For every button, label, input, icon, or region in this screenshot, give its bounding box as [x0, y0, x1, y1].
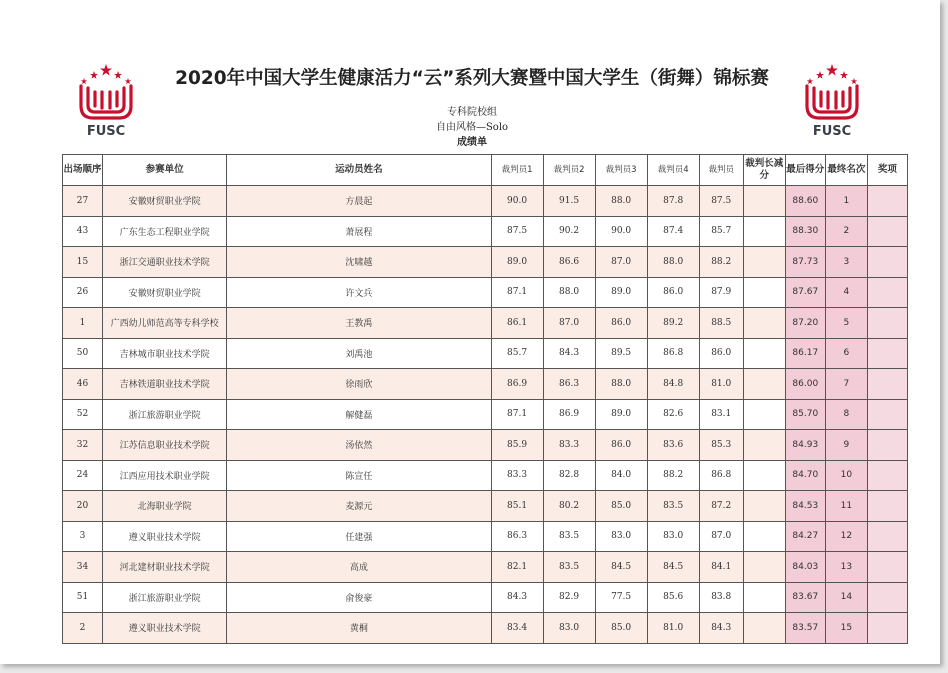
table-row: [63, 460, 908, 491]
cell-judge2: 86.6: [543, 247, 595, 278]
cell-final: 83.57: [785, 613, 825, 644]
cell-deduction: [743, 613, 785, 644]
cell-award: [867, 613, 907, 644]
cell-unit: 河北建材职业技术学院: [103, 552, 227, 583]
cell-athlete: 解健磊: [227, 399, 491, 430]
cell-final: 83.67: [785, 582, 825, 613]
cell-athlete: 徐雨欣: [227, 369, 491, 400]
cell-athlete: 刘禹池: [227, 338, 491, 369]
cell-deduction: [743, 369, 785, 400]
cell-unit: 江苏信息职业技术学院: [103, 430, 227, 461]
cell-unit: 吉林铁道职业技术学院: [103, 369, 227, 400]
cell-rank: 1: [825, 186, 867, 217]
results-table: [62, 154, 908, 644]
cell-award: [867, 308, 907, 339]
cell-judge4: 86.8: [647, 338, 699, 369]
cell-judge3: 89.0: [595, 277, 647, 308]
cell-deduction: [743, 460, 785, 491]
cell-athlete: 萧展程: [227, 216, 491, 247]
cell-rank: 4: [825, 277, 867, 308]
cell-athlete: 许文兵: [227, 277, 491, 308]
cell-unit: 安徽财贸职业学院: [103, 277, 227, 308]
cell-judge1: 85.1: [491, 491, 543, 522]
cell-judge4: 83.5: [647, 491, 699, 522]
cell-judge5: 84.1: [699, 552, 743, 583]
cell-unit: 广东生态工程职业学院: [103, 216, 227, 247]
cell-judge1: 87.5: [491, 216, 543, 247]
cell-judge2: 86.3: [543, 369, 595, 400]
cell-final: 84.27: [785, 521, 825, 552]
cell-judge5: 87.5: [699, 186, 743, 217]
fusc-emblem-icon: [76, 62, 136, 124]
cell-athlete: 汤依然: [227, 430, 491, 461]
cell-judge1: 85.7: [491, 338, 543, 369]
cell-final: 86.00: [785, 369, 825, 400]
cell-award: [867, 521, 907, 552]
cell-rank: 13: [825, 552, 867, 583]
cell-judge2: 86.9: [543, 399, 595, 430]
cell-award: [867, 338, 907, 369]
cell-judge2: 83.5: [543, 552, 595, 583]
table-row: [63, 216, 908, 247]
cell-judge2: 80.2: [543, 491, 595, 522]
header-judge5: 裁判员: [699, 155, 743, 186]
cell-final: 84.03: [785, 552, 825, 583]
header-order: 出场顺序: [63, 155, 103, 186]
cell-final: 87.67: [785, 277, 825, 308]
cell-judge1: 87.1: [491, 277, 543, 308]
cell-rank: 15: [825, 613, 867, 644]
fusc-logo-right: [802, 62, 862, 142]
table-row: [63, 247, 908, 278]
cell-athlete: 任建强: [227, 521, 491, 552]
cell-rank: 7: [825, 369, 867, 400]
cell-judge3: 84.0: [595, 460, 647, 491]
cell-deduction: [743, 338, 785, 369]
cell-judge4: 88.0: [647, 247, 699, 278]
table-row: [63, 399, 908, 430]
header-final: 最后得分: [785, 155, 825, 186]
cell-order: 27: [63, 186, 103, 217]
table-row: [63, 491, 908, 522]
header-award: 奖项: [867, 155, 907, 186]
cell-judge3: 88.0: [595, 369, 647, 400]
cell-rank: 12: [825, 521, 867, 552]
cell-award: [867, 216, 907, 247]
cell-award: [867, 552, 907, 583]
cell-judge3: 88.0: [595, 186, 647, 217]
cell-final: 88.60: [785, 186, 825, 217]
cell-judge3: 83.0: [595, 521, 647, 552]
cell-athlete: 俞俊豪: [227, 582, 491, 613]
cell-order: 3: [63, 521, 103, 552]
cell-final: 87.73: [785, 247, 825, 278]
cell-judge2: 83.5: [543, 521, 595, 552]
cell-judge4: 84.5: [647, 552, 699, 583]
cell-judge2: 88.0: [543, 277, 595, 308]
cell-deduction: [743, 399, 785, 430]
cell-unit: 浙江旅游职业学院: [103, 399, 227, 430]
cell-order: 34: [63, 552, 103, 583]
cell-award: [867, 491, 907, 522]
cell-unit: 江西应用技术职业学院: [103, 460, 227, 491]
cell-judge3: 77.5: [595, 582, 647, 613]
cell-order: 26: [63, 277, 103, 308]
cell-judge2: 90.2: [543, 216, 595, 247]
cell-judge1: 87.1: [491, 399, 543, 430]
cell-award: [867, 430, 907, 461]
cell-final: 86.17: [785, 338, 825, 369]
cell-judge5: 88.2: [699, 247, 743, 278]
cell-final: 84.70: [785, 460, 825, 491]
cell-judge1: 86.9: [491, 369, 543, 400]
cell-judge1: 90.0: [491, 186, 543, 217]
cell-judge1: 83.4: [491, 613, 543, 644]
cell-judge4: 86.0: [647, 277, 699, 308]
header-deduction: 裁判长减分: [743, 155, 785, 186]
cell-final: 84.53: [785, 491, 825, 522]
cell-judge2: 87.0: [543, 308, 595, 339]
cell-unit: 广西幼儿师范高等专科学校: [103, 308, 227, 339]
cell-judge2: 82.8: [543, 460, 595, 491]
cell-deduction: [743, 582, 785, 613]
cell-deduction: [743, 308, 785, 339]
table-row: [63, 369, 908, 400]
cell-judge5: 85.3: [699, 430, 743, 461]
cell-final: 88.30: [785, 216, 825, 247]
cell-rank: 9: [825, 430, 867, 461]
table-row: [63, 308, 908, 339]
cell-judge1: 86.1: [491, 308, 543, 339]
fusc-logo-left: [76, 62, 136, 142]
table-row: [63, 521, 908, 552]
cell-judge4: 83.6: [647, 430, 699, 461]
table-row: [63, 552, 908, 583]
cell-judge5: 87.2: [699, 491, 743, 522]
header-judge4: 裁判员4: [647, 155, 699, 186]
table-row: [63, 613, 908, 644]
cell-judge2: 83.0: [543, 613, 595, 644]
cell-rank: 14: [825, 582, 867, 613]
cell-judge3: 86.0: [595, 430, 647, 461]
cell-unit: 北海职业学院: [103, 491, 227, 522]
fusc-logo-text: FUSC: [86, 124, 126, 139]
cell-final: 84.93: [785, 430, 825, 461]
cell-athlete: 方晨起: [227, 186, 491, 217]
cell-rank: 2: [825, 216, 867, 247]
table-row: [63, 582, 908, 613]
cell-unit: 浙江交通职业技术学院: [103, 247, 227, 278]
cell-judge3: 86.0: [595, 308, 647, 339]
cell-order: 43: [63, 216, 103, 247]
header-judge3: 裁判员3: [595, 155, 647, 186]
cell-order: 50: [63, 338, 103, 369]
cell-athlete: 陈宣任: [227, 460, 491, 491]
cell-judge4: 83.0: [647, 521, 699, 552]
cell-judge4: 87.4: [647, 216, 699, 247]
cell-athlete: 高成: [227, 552, 491, 583]
cell-rank: 6: [825, 338, 867, 369]
cell-judge1: 83.3: [491, 460, 543, 491]
cell-judge3: 85.0: [595, 491, 647, 522]
header-judge2: 裁判员2: [543, 155, 595, 186]
cell-judge2: 84.3: [543, 338, 595, 369]
cell-order: 32: [63, 430, 103, 461]
header-rank: 最终名次: [825, 155, 867, 186]
table-row: [63, 186, 908, 217]
header-unit: 参赛单位: [103, 155, 227, 186]
cell-judge2: 91.5: [543, 186, 595, 217]
cell-judge1: 82.1: [491, 552, 543, 583]
cell-judge4: 89.2: [647, 308, 699, 339]
cell-judge4: 82.6: [647, 399, 699, 430]
cell-deduction: [743, 521, 785, 552]
table-row: [63, 430, 908, 461]
cell-order: 52: [63, 399, 103, 430]
cell-judge3: 89.5: [595, 338, 647, 369]
cell-judge2: 82.9: [543, 582, 595, 613]
cell-award: [867, 186, 907, 217]
cell-unit: 吉林城市职业技术学院: [103, 338, 227, 369]
cell-order: 24: [63, 460, 103, 491]
subtitle-group: 专科院校组: [447, 107, 497, 118]
table-row: [63, 338, 908, 369]
cell-judge3: 90.0: [595, 216, 647, 247]
cell-order: 46: [63, 369, 103, 400]
cell-award: [867, 582, 907, 613]
cell-judge3: 85.0: [595, 613, 647, 644]
cell-judge2: 83.3: [543, 430, 595, 461]
cell-unit: 安徽财贸职业学院: [103, 186, 227, 217]
fusc-logo-text: FUSC: [812, 124, 852, 139]
cell-order: 2: [63, 613, 103, 644]
cell-judge5: 87.9: [699, 277, 743, 308]
cell-judge5: 86.0: [699, 338, 743, 369]
cell-judge4: 88.2: [647, 460, 699, 491]
cell-judge3: 89.0: [595, 399, 647, 430]
cell-judge4: 87.8: [647, 186, 699, 217]
cell-award: [867, 460, 907, 491]
cell-rank: 10: [825, 460, 867, 491]
cell-order: 15: [63, 247, 103, 278]
cell-order: 20: [63, 491, 103, 522]
cell-deduction: [743, 552, 785, 583]
cell-rank: 3: [825, 247, 867, 278]
cell-judge4: 85.6: [647, 582, 699, 613]
document-title: 2020年中国大学生健康活力“云”系列大赛暨中国大学生（街舞）锦标赛: [175, 68, 769, 89]
cell-award: [867, 399, 907, 430]
cell-award: [867, 247, 907, 278]
cell-final: 87.20: [785, 308, 825, 339]
cell-judge5: 83.1: [699, 399, 743, 430]
cell-rank: 11: [825, 491, 867, 522]
cell-judge5: 85.7: [699, 216, 743, 247]
cell-athlete: 王教禹: [227, 308, 491, 339]
cell-deduction: [743, 491, 785, 522]
cell-deduction: [743, 186, 785, 217]
cell-judge5: 83.8: [699, 582, 743, 613]
cell-deduction: [743, 277, 785, 308]
cell-athlete: 麦源元: [227, 491, 491, 522]
cell-judge4: 81.0: [647, 613, 699, 644]
cell-judge3: 84.5: [595, 552, 647, 583]
cell-rank: 8: [825, 399, 867, 430]
cell-order: 51: [63, 582, 103, 613]
fusc-emblem-icon: [802, 62, 862, 124]
cell-judge5: 81.0: [699, 369, 743, 400]
cell-order: 1: [63, 308, 103, 339]
cell-award: [867, 277, 907, 308]
cell-judge3: 87.0: [595, 247, 647, 278]
subtitle-sheet: 成绩单: [457, 137, 487, 148]
header-judge1: 裁判员1: [491, 155, 543, 186]
cell-deduction: [743, 247, 785, 278]
cell-unit: 遵义职业技术学院: [103, 521, 227, 552]
header-athlete: 运动员姓名: [227, 155, 491, 186]
cell-judge1: 86.3: [491, 521, 543, 552]
cell-judge5: 84.3: [699, 613, 743, 644]
cell-judge5: 86.8: [699, 460, 743, 491]
cell-athlete: 黄桐: [227, 613, 491, 644]
cell-judge5: 87.0: [699, 521, 743, 552]
table-row: [63, 277, 908, 308]
table-header-row: [63, 155, 908, 186]
cell-deduction: [743, 216, 785, 247]
cell-rank: 5: [825, 308, 867, 339]
cell-award: [867, 369, 907, 400]
cell-unit: 遵义职业技术学院: [103, 613, 227, 644]
subtitle-style: 自由风格—Solo: [435, 122, 509, 133]
cell-athlete: 沈啸越: [227, 247, 491, 278]
cell-judge4: 84.8: [647, 369, 699, 400]
cell-unit: 浙江旅游职业学院: [103, 582, 227, 613]
cell-judge1: 85.9: [491, 430, 543, 461]
cell-judge1: 89.0: [491, 247, 543, 278]
cell-judge5: 88.5: [699, 308, 743, 339]
cell-final: 85.70: [785, 399, 825, 430]
cell-judge1: 84.3: [491, 582, 543, 613]
cell-deduction: [743, 430, 785, 461]
